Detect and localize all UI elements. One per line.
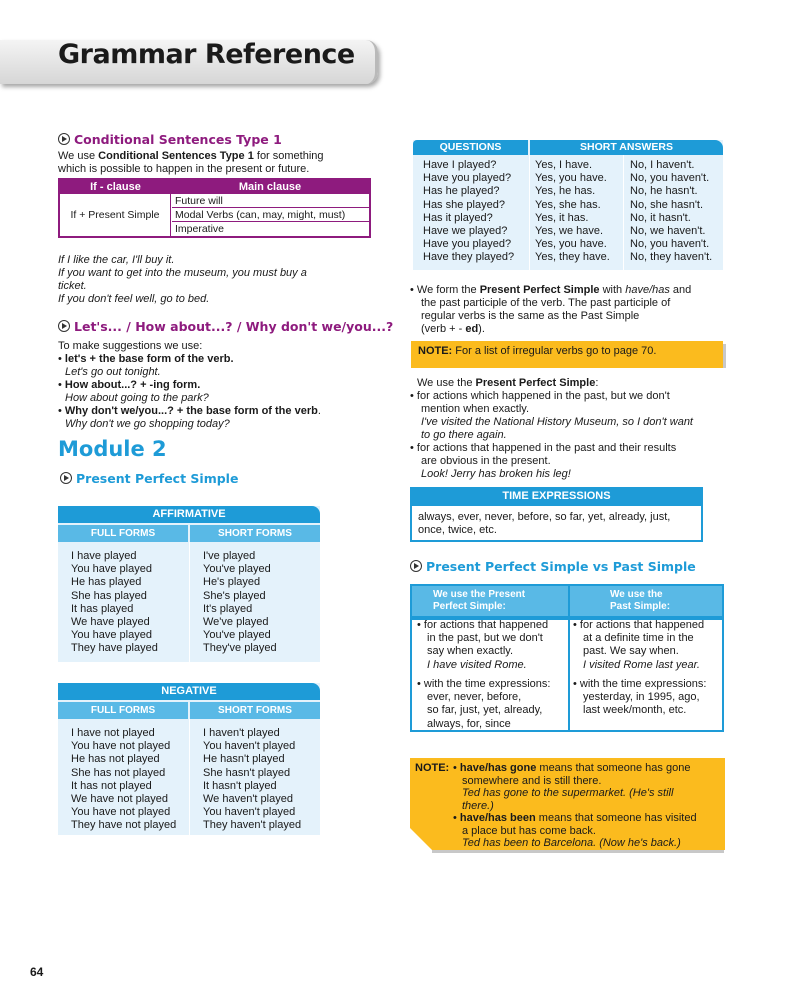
table-row: She has played: [71, 589, 147, 602]
table-row: Has she played?: [423, 198, 505, 211]
table-row: You haven't played: [203, 806, 296, 819]
note-text: For a list of irregular verbs go to page 70.: [455, 345, 657, 357]
table-row: Yes, he has.: [535, 185, 596, 198]
formation-line: (verb + - ed).: [421, 323, 485, 335]
suggestions-heading-text: Let's... / How about...? / Why don't we/you...?: [74, 319, 394, 334]
yes-answers-list: [535, 159, 610, 265]
table-row: We have played: [71, 616, 150, 629]
note-items: • have/has gone means that someone has gone somewhere and is still there. Ted has gone to the supermarket. (He's still there.) • have/has been means that someone has visited a place but has come back. Ted has been to Barcelona. (Now he's back.): [453, 762, 697, 850]
page-fold: [410, 828, 432, 850]
formation-line: regular verbs is the same as the Past Simple: [421, 310, 640, 322]
table-row: No, you haven't.: [630, 172, 710, 185]
conditional-heading: [58, 133, 282, 146]
column-divider: [189, 542, 190, 662]
conditional-example: If I like the car, I'll buy it.: [58, 254, 175, 266]
note-irregular-verbs: [411, 341, 723, 368]
table-row: No, they haven't.: [630, 251, 713, 264]
negative-caption: NEGATIVE: [58, 683, 320, 700]
conditional-table: [58, 178, 371, 238]
table-row: He has not played: [71, 753, 160, 766]
conditional-heading-text: Conditional Sentences Type 1: [74, 132, 282, 147]
suggestion-rule: • let's + the base form of the verb.: [58, 353, 234, 366]
time-expressions-text: always, ever, never, before, so far, yet, already, just, once, twice, etc.: [418, 511, 671, 536]
column-divider: [623, 155, 624, 270]
table-row: It has not played: [71, 779, 152, 792]
table-row: I have played: [71, 550, 137, 562]
play-icon: [58, 320, 70, 332]
conditional-example: If you want to get into the museum, you must buy a: [58, 267, 307, 279]
table-row: Yes, it has.: [535, 211, 589, 224]
vs-heading: [410, 560, 696, 573]
usage-bullet: • for actions that happened in the past and their results: [410, 442, 676, 455]
note-gone-been: [410, 758, 725, 850]
table-row: Have you played?: [423, 238, 512, 251]
table-row: You have played: [71, 563, 152, 576]
column-divider: [189, 719, 190, 835]
conditional-example: If you don't feel well, go to bed.: [58, 293, 210, 305]
table-row: He's played: [203, 576, 261, 589]
note-label-wrap: [415, 762, 449, 775]
table-row: You have not played: [71, 740, 171, 753]
suggestions-intro: To make suggestions we use:: [58, 340, 203, 352]
play-icon: [410, 560, 422, 572]
table-row: It hasn't played: [203, 779, 277, 792]
play-icon: [60, 472, 72, 484]
table-row: You have not played: [71, 806, 171, 819]
table-row: You've played: [203, 629, 271, 642]
table-row: We haven't played: [203, 793, 293, 806]
column-divider: [529, 155, 530, 270]
usage-line: mention when exactly.: [421, 403, 530, 415]
table-row: They haven't played: [203, 819, 302, 832]
full-forms-header: FULL FORMS: [58, 702, 188, 719]
table-row: We have not played: [71, 793, 169, 806]
table-row: We've played: [203, 616, 269, 629]
formation-line: the past participle of the verb. The past participle of: [421, 297, 671, 309]
formation-line: • We form the Present Perfect Simple with have/has and: [410, 284, 691, 297]
vs-table: [410, 584, 724, 732]
table-row: Have I played?: [423, 159, 497, 171]
table-row: No, it hasn't.: [630, 211, 691, 224]
table-row: They've played: [203, 642, 277, 655]
if-clause-header: If - clause: [60, 180, 171, 194]
negative-table: [58, 683, 320, 835]
conditional-example: ticket.: [58, 280, 87, 292]
vs-left-cell-2: • with the time expressions: ever, never, before, so far, just, yet, already, always, for, since: [417, 678, 550, 731]
usage-example: Look! Jerry has broken his leg!: [421, 468, 571, 480]
table-row: Yes, she has.: [535, 198, 601, 211]
usage-line: are obvious in the present.: [421, 455, 551, 467]
note-label: NOTE:: [418, 345, 453, 357]
affirmative-table: [58, 506, 320, 662]
table-row: No, you haven't.: [630, 238, 710, 251]
affirmative-short-list: [203, 550, 277, 656]
vs-column-divider: [568, 586, 570, 730]
vs-left-cell-1: • for actions that happened in the past, but we don't say when exactly. I have visited Rome.: [417, 619, 548, 672]
no-answers-list: [630, 159, 712, 265]
usage-intro: We use the Present Perfect Simple:: [417, 377, 599, 389]
table-row: Has he played?: [423, 185, 500, 198]
table-row: He hasn't played: [203, 753, 285, 766]
suggestion-example: Why don't we go shopping today?: [65, 418, 230, 430]
suggestions-heading: [58, 320, 393, 333]
conditional-intro: We use Conditional Sentences Type 1 for something: [58, 150, 324, 162]
negative-full-list: [71, 727, 176, 833]
questions-list: [423, 159, 514, 265]
table-row: She's played: [203, 589, 266, 602]
page-title: Grammar Reference: [58, 39, 355, 70]
main-clause-row: Modal Verbs (can, may, might, must): [172, 208, 369, 222]
time-expressions-caption: TIME EXPRESSIONS: [410, 487, 703, 506]
table-row: Yes, I have.: [535, 159, 593, 171]
table-row: It's played: [203, 602, 253, 615]
present-perfect-heading: [60, 472, 238, 485]
table-row: You haven't played: [203, 740, 296, 753]
affirmative-full-list: [71, 550, 158, 656]
usage-example: I've visited the National History Museum, so I don't want: [421, 416, 693, 428]
present-perfect-heading-text: Present Perfect Simple: [76, 471, 239, 486]
negative-short-list: [203, 727, 301, 833]
questions-header: QUESTIONS: [413, 140, 528, 155]
questions-table: [413, 140, 723, 270]
main-clause-header: Main clause: [171, 180, 369, 194]
table-row: It has played: [71, 602, 134, 615]
usage-bullet: • for actions which happened in the past, but we don't: [410, 390, 670, 403]
table-row: You've played: [203, 563, 271, 576]
time-expressions-box: [410, 487, 703, 542]
note-shadow: [432, 850, 724, 853]
page-number: 64: [30, 965, 44, 979]
suggestion-example: Let's go out tonight.: [65, 366, 161, 378]
conditional-intro-line2: which is possible to happen in the present or future.: [58, 163, 310, 175]
table-row: He has played: [71, 576, 142, 589]
table-row: Yes, you have.: [535, 238, 607, 251]
vs-right-cell-1: • for actions that happened at a definite time in the past. We say when. I visited Rome last year.: [573, 619, 704, 672]
suggestion-rule: • How about...? + -ing form.: [58, 379, 200, 392]
vs-header-left: We use the Present Perfect Simple:: [412, 586, 568, 616]
table-row: I have not played: [71, 727, 155, 739]
usage-example: to go there again.: [421, 429, 507, 441]
table-row: Has it played?: [423, 211, 493, 224]
table-row: They have played: [71, 642, 158, 655]
vs-heading-text: Present Perfect Simple vs Past Simple: [426, 559, 696, 574]
table-row: She hasn't played: [203, 766, 291, 779]
play-icon: [58, 133, 70, 145]
vs-right-cell-2: • with the time expressions: yesterday, in 1995, ago, last week/month, etc.: [573, 678, 706, 718]
module-title: Module 2: [58, 437, 167, 461]
vs-header-right: We use the Past Simple:: [570, 586, 722, 616]
table-row: They have not played: [71, 819, 177, 832]
table-row: Have they played?: [423, 251, 515, 264]
table-row: No, I haven't.: [630, 159, 695, 171]
table-row: No, we haven't.: [630, 225, 706, 238]
table-row: I've played: [203, 550, 256, 562]
short-answers-header: SHORT ANSWERS: [530, 140, 723, 155]
main-clause-row: Imperative: [175, 223, 225, 235]
suggestion-example: How about going to the park?: [65, 392, 209, 404]
main-clause-row: Future will: [172, 194, 369, 208]
table-row: No, he hasn't.: [630, 185, 698, 198]
affirmative-caption: AFFIRMATIVE: [58, 506, 320, 523]
full-forms-header: FULL FORMS: [58, 525, 188, 542]
short-forms-header: SHORT FORMS: [190, 702, 320, 719]
table-row: She has not played: [71, 766, 166, 779]
suggestion-rule: • Why don't we/you...? + the base form of the verb.: [58, 405, 321, 418]
short-forms-header: SHORT FORMS: [190, 525, 320, 542]
if-present-simple-cell: If + Present Simple: [60, 194, 171, 236]
table-row: Yes, we have.: [535, 225, 604, 238]
note-label: NOTE:: [415, 762, 450, 774]
table-row: Have you played?: [423, 172, 512, 185]
table-row: I haven't played: [203, 727, 280, 739]
table-row: Yes, you have.: [535, 172, 607, 185]
table-row: No, she hasn't.: [630, 198, 704, 211]
table-row: Yes, they have.: [535, 251, 610, 264]
table-row: You have played: [71, 629, 152, 642]
table-row: Have we played?: [423, 225, 508, 238]
